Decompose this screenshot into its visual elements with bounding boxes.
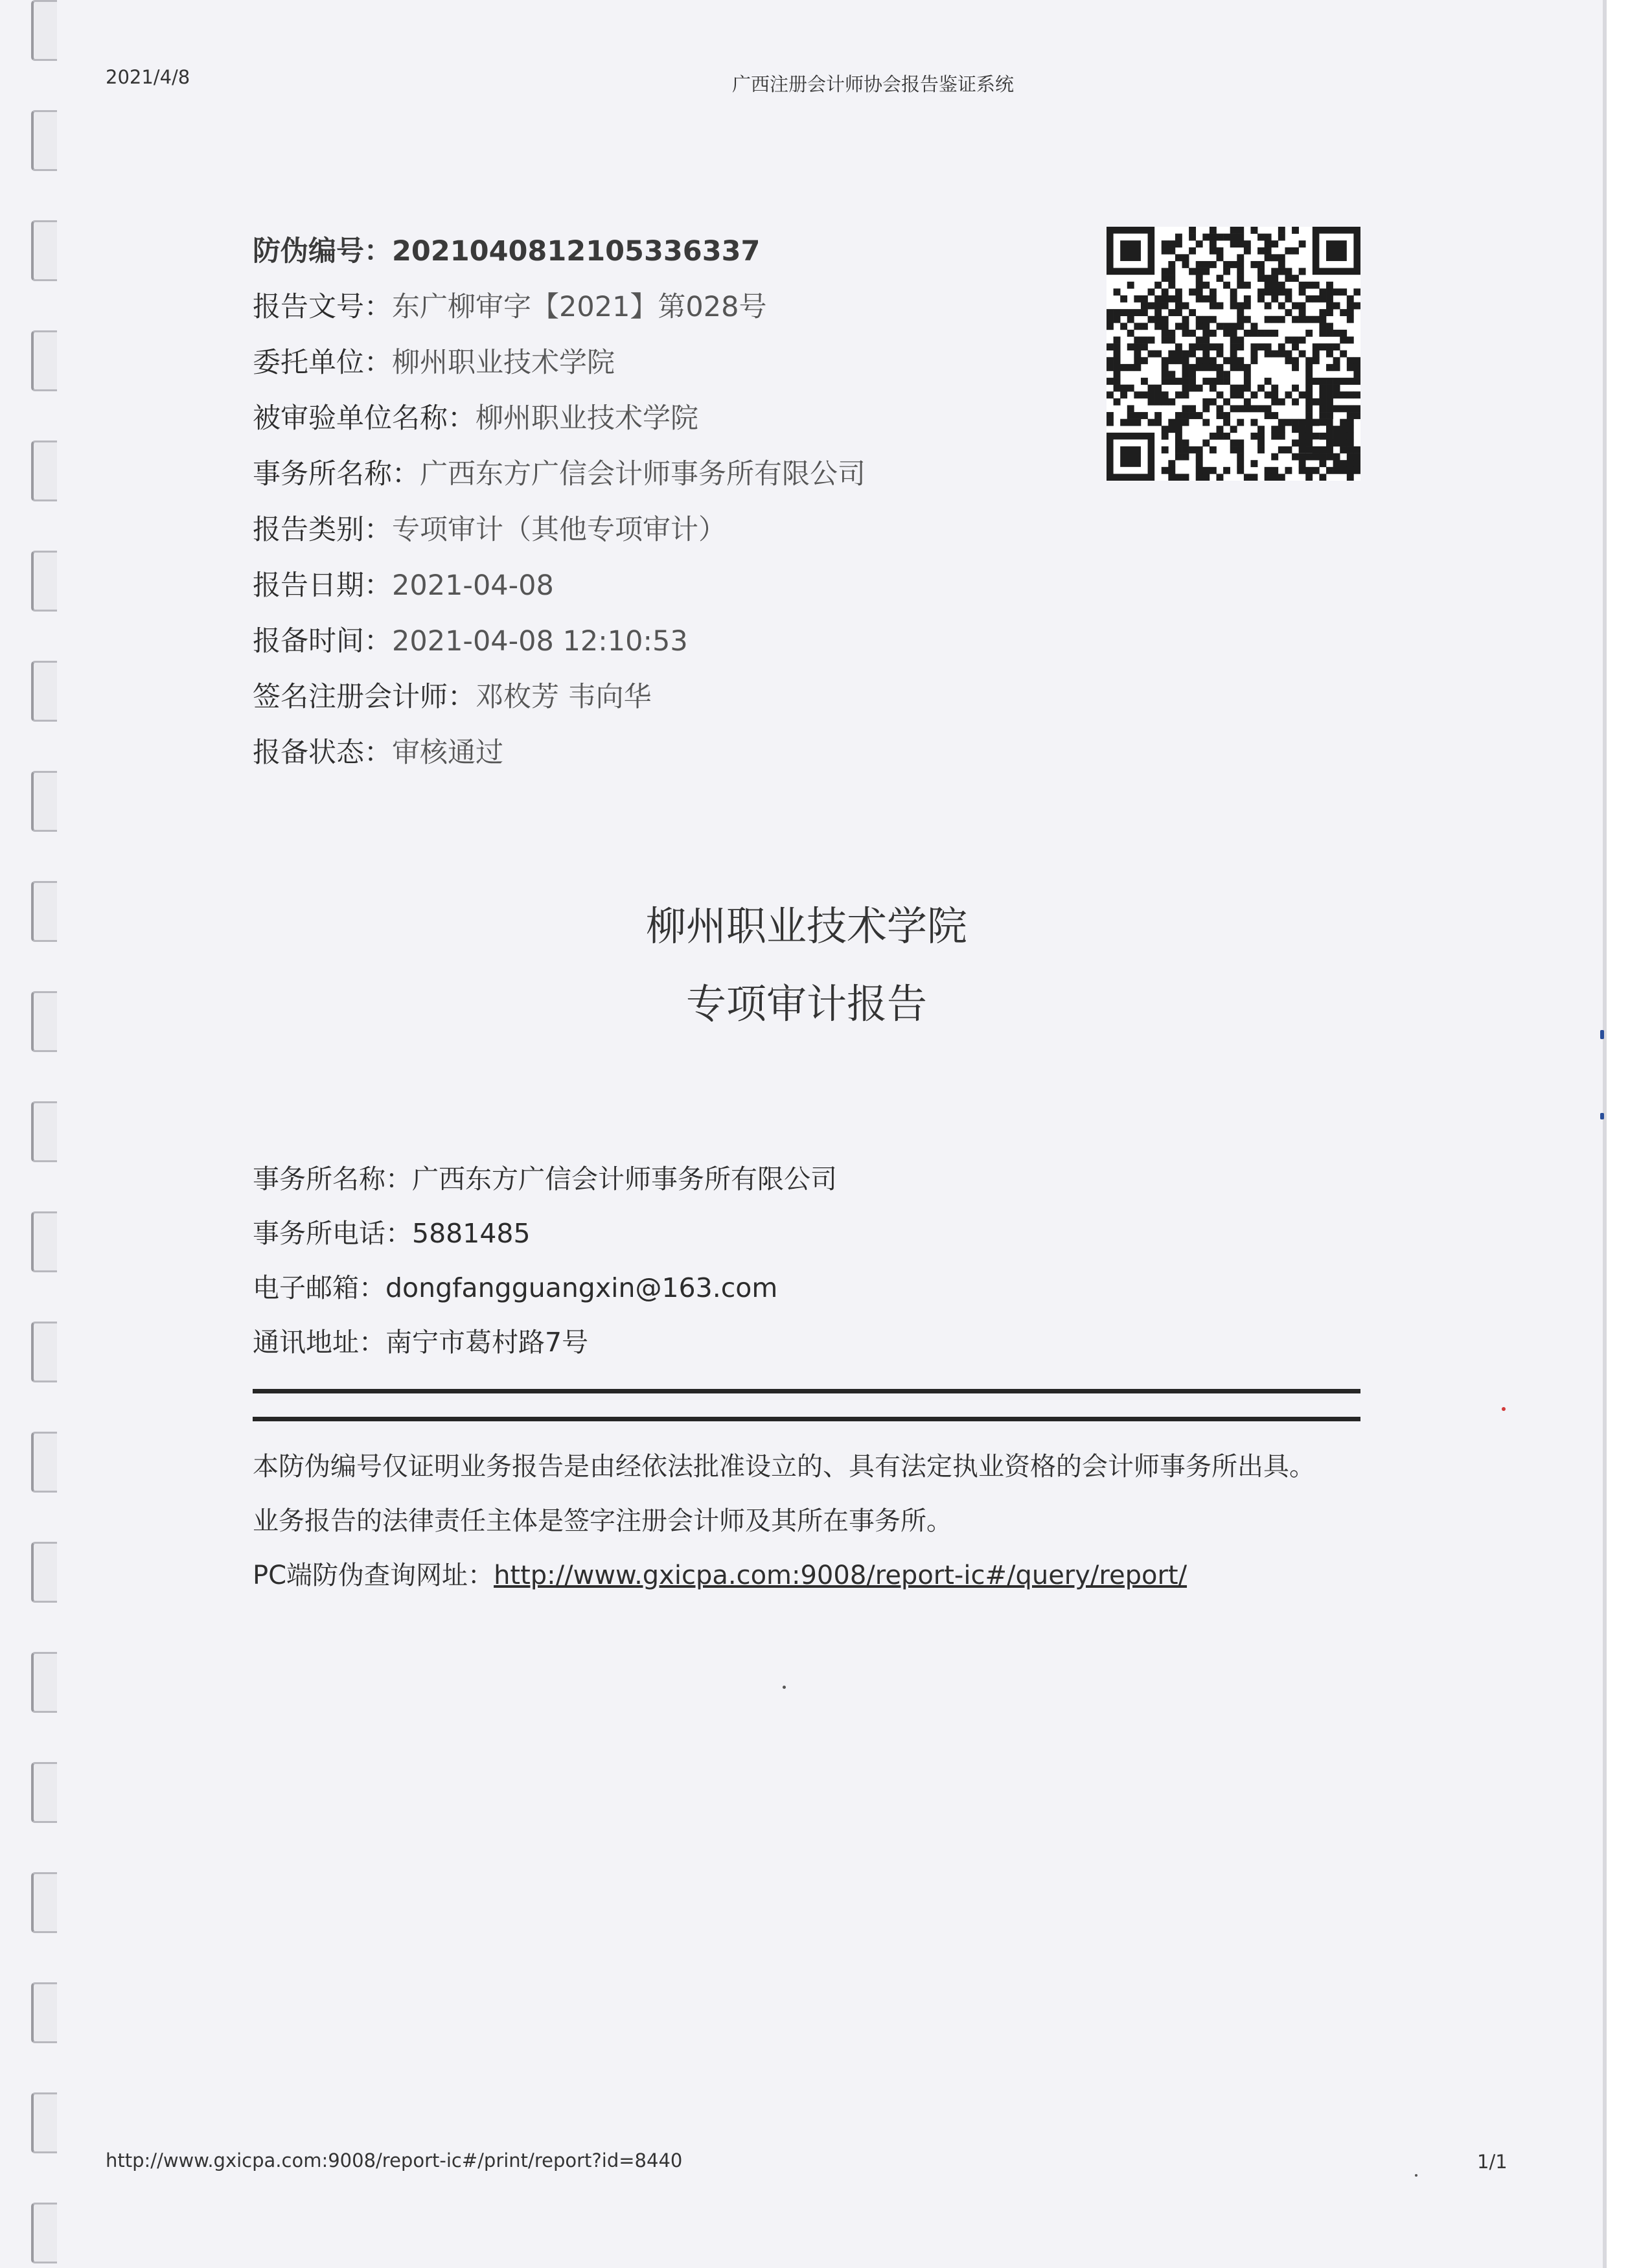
info-row-report-type — [253, 507, 1095, 562]
divider-top — [253, 1389, 1360, 1393]
query-url-label: PC端防伪查询网址： — [253, 1561, 494, 1590]
binding-hole — [31, 1211, 57, 1272]
info-value: 审核通过 — [392, 737, 503, 769]
notice-line: 本防伪编号仅证明业务报告是由经依法批准设立的、具有法定执业资格的会计师事务所出具。 — [253, 1452, 1315, 1482]
contact-row-firm-name — [253, 1156, 1354, 1210]
contact-value: 广西东方广信会计师事务所有限公司 — [412, 1163, 837, 1195]
info-label: 报告日期： — [253, 569, 392, 602]
contact-row-phone — [253, 1210, 1354, 1265]
firm-contact-list — [253, 1156, 1354, 1373]
info-label: 报告类别： — [253, 514, 392, 546]
footer-print-url: http://www.gxicpa.com:9008/report-ic#/print/report?id=8440 — [106, 2149, 683, 2171]
info-row-filing-status — [253, 729, 1095, 785]
binding-hole — [31, 0, 57, 61]
info-row-filing-time — [253, 618, 1095, 674]
binding-hole — [31, 1101, 57, 1162]
contact-row-email — [253, 1265, 1354, 1319]
info-label: 报备状态： — [253, 737, 392, 769]
binding-hole — [31, 220, 57, 281]
info-row-firm-name — [253, 451, 1095, 507]
info-row-audited-entity — [253, 395, 1095, 451]
scan-speck — [783, 1686, 786, 1689]
disclaimer-notice — [253, 1443, 1393, 1607]
contact-value: dongfangguangxin@163.com — [385, 1272, 778, 1303]
info-value: 2021-04-08 12:10:53 — [392, 625, 688, 658]
query-url-row — [253, 1552, 1393, 1607]
info-value: 邓枚芳 韦向华 — [476, 681, 652, 713]
info-label: 签名注册会计师： — [253, 681, 476, 713]
info-value: 专项审计（其他专项审计） — [392, 514, 726, 546]
scan-edge — [1607, 0, 1652, 2268]
contact-label: 通讯地址： — [253, 1327, 385, 1358]
system-title: 广西注册会计师协会报告鉴证系统 — [732, 73, 1015, 95]
binding-hole — [31, 110, 57, 171]
contact-label: 事务所名称： — [253, 1163, 412, 1195]
binding-hole — [31, 2092, 57, 2153]
scan-speck — [1600, 1030, 1604, 1039]
info-value: 2021040812105336337 — [392, 235, 761, 268]
info-row-client — [253, 339, 1095, 395]
info-value: 东广柳审字【2021】第028号 — [392, 291, 767, 323]
binding-hole — [31, 1432, 57, 1493]
binding-hole — [31, 771, 57, 832]
scan-speck — [1415, 2174, 1417, 2177]
info-value: 柳州职业技术学院 — [392, 347, 615, 379]
contact-row-address — [253, 1319, 1354, 1373]
info-row-report-number — [253, 284, 1095, 339]
binding-hole — [31, 1872, 57, 1933]
contact-label: 事务所电话： — [253, 1218, 412, 1249]
scan-speck — [1600, 1113, 1604, 1119]
footer-page-number: 1/1 — [1477, 2151, 1508, 2173]
binding-hole — [31, 1322, 57, 1382]
info-label: 防伪编号： — [253, 235, 392, 268]
info-label: 委托单位： — [253, 347, 392, 379]
binding-hole — [31, 1762, 57, 1823]
binding-hole — [31, 330, 57, 391]
contact-value: 5881485 — [412, 1218, 531, 1249]
info-label: 事务所名称： — [253, 458, 420, 490]
binding-hole — [31, 1982, 57, 2043]
report-info-list — [253, 228, 1095, 785]
info-value: 2021-04-08 — [392, 569, 554, 602]
report-title-entity: 柳州职业技术学院 — [645, 902, 967, 950]
info-label: 被审验单位名称： — [253, 402, 476, 435]
binding-hole — [31, 551, 57, 612]
query-url-link[interactable]: http://www.gxicpa.com:9008/report-ic#/query/report/ — [494, 1561, 1187, 1590]
info-row-report-date — [253, 562, 1095, 618]
divider-bottom — [253, 1417, 1360, 1421]
scan-speck — [1502, 1407, 1506, 1411]
info-label: 报告文号： — [253, 291, 392, 323]
binding-hole — [31, 1652, 57, 1713]
notice-line: 业务报告的法律责任主体是签字注册会计师及其所在事务所。 — [253, 1506, 952, 1536]
qr-code-icon — [1107, 227, 1360, 481]
contact-label: 电子邮箱： — [253, 1272, 385, 1303]
contact-value: 南宁市葛村路7号 — [385, 1327, 589, 1358]
report-title-type: 专项审计报告 — [685, 980, 927, 1027]
info-value: 柳州职业技术学院 — [476, 402, 698, 435]
binding-hole — [31, 2203, 57, 2263]
info-label: 报备时间： — [253, 625, 392, 658]
print-date: 2021/4/8 — [106, 66, 190, 88]
info-row-signing-cpa — [253, 674, 1095, 729]
info-value: 广西东方广信会计师事务所有限公司 — [420, 458, 866, 490]
binding-hole — [31, 1542, 57, 1603]
info-row-anti-fake-number — [253, 228, 1095, 284]
binding-hole — [31, 441, 57, 501]
binding-hole — [31, 661, 57, 722]
